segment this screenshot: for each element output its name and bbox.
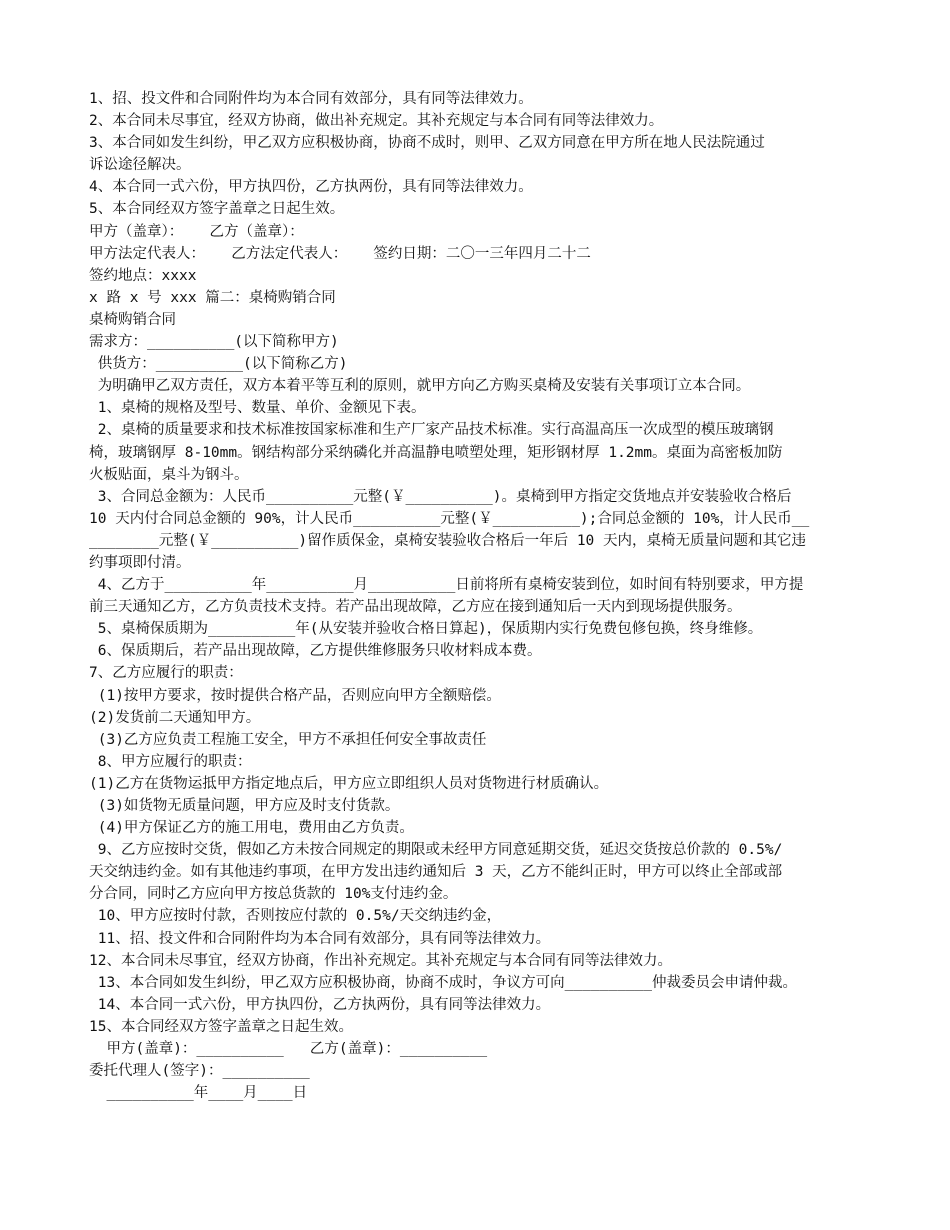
text-line: 甲方（盖章）： 乙方（盖章）： (89, 223, 304, 240)
text-line: 5、桌椅保质期为__________年(从安装并验收合格日算起)，保质期内实行免费包修包换，终身维修。 (89, 621, 763, 638)
text-line: (4)甲方保证乙方的施工用电，费用由乙方负责。 (89, 820, 414, 837)
text-line: 供货方：__________(以下简称乙方) (89, 356, 348, 373)
text-line: 甲方法定代表人： 乙方法定代表人： 签约日期：二〇一三年四月二十二 (89, 245, 591, 262)
text-line: 1、桌椅的规格及型号、数量、单价、金额见下表。 (89, 400, 426, 417)
text-line: (2)发货前二天通知甲方。 (89, 709, 261, 726)
text-line: 诉讼途径解决。 (89, 157, 191, 174)
text-line: __________年____月____日 (89, 1085, 308, 1102)
text-line: 9、乙方应按时交货，假如乙方未按合同规定的期限或未经甲方同意延期交货，延迟交货按总价款的 0.5%/ (89, 842, 783, 859)
text-line: 14、本合同一式六份，甲方执四份，乙方执两份，具有同等法律效力。 (89, 996, 551, 1013)
text-line: 4、乙方于__________年__________月__________日前将所有桌椅安装到位，如时间有特别要求，甲方提 (89, 577, 804, 594)
text-line: 7、乙方应履行的职责： (89, 665, 243, 682)
text-line: 桌椅购销合同 (89, 311, 176, 328)
text-line: 15、本合同经双方签字盖章之日起生效。 (89, 1018, 353, 1035)
text-line: 10 天内付合同总金额的 90%，计人民币__________元整(￥__________);合同总金额的 10%，计人民币__ (89, 510, 810, 527)
text-line: x 路 x 号 xxx 篇二：桌椅购销合同 (89, 289, 336, 306)
text-line: 5、本合同经双方签字盖章之日起生效。 (89, 201, 345, 218)
text-line: 11、招、投文件和合同附件均为本合同有效部分，具有同等法律效力。 (89, 930, 551, 947)
text-line: 2、本合同未尽事宜，经双方协商，做出补充规定。其补充规定与本合同有同等法律效力。 (89, 113, 664, 130)
text-line: 约事项即付清。 (89, 554, 191, 571)
text-line: (1)按甲方要求，按时提供合格产品，否则应向甲方全额赔偿。 (89, 687, 501, 704)
text-line: 4、本合同一式六份，甲方执四份，乙方执两份，具有同等法律效力。 (89, 179, 533, 196)
text-line: 2、桌椅的质量要求和技术标准按国家标准和生产厂家产品技术标准。实行高温高压一次成型的模压玻璃钢 (89, 422, 774, 439)
contract-document (89, 88, 879, 1104)
text-line: 椅，玻璃钢厚 8-10mm。钢结构部分采纳磷化并高温静电喷塑处理，矩形钢材厚 1.2mm。桌面为高密板加防 (89, 444, 783, 461)
text-line: 3、本合同如发生纠纷，甲乙双方应积极协商，协商不成时，则甲、乙双方同意在甲方所在地人民法院通过 (89, 135, 765, 152)
text-line: (3)如货物无质量问题，甲方应及时支付货款。 (89, 798, 400, 814)
text-line: 为明确甲乙双方责任，双方本着平等互利的原则，就甲方向乙方购买桌椅及安装有关事项订立本合同。 (89, 378, 751, 395)
text-line: 委托代理人(签字)：__________ (89, 1063, 310, 1080)
text-line: (3)乙方应负责工程施工安全，甲方不承担任何安全事故责任 (89, 731, 487, 748)
text-line: 天交纳违约金。如有其他违约事项，在甲方发出违约通知后 3 天，乙方不能纠正时，甲方可以终止全部或部 (89, 864, 783, 881)
text-line: 13、本合同如发生纠纷，甲乙双方应积极协商，协商不成时，争议方可向__________仲裁委员会申请仲裁。 (89, 974, 797, 991)
text-line: 前三天通知乙方，乙方负责技术支持。若产品出现故障，乙方应在接到通知后一天内到现场提供服务。 (89, 599, 742, 616)
text-line: ________元整(￥__________)留作质保金，桌椅安装验收合格后一年后 10 天内，桌椅无质量问题和其它违 (89, 532, 807, 549)
text-line: 需求方：__________(以下简称甲方) (89, 334, 339, 351)
text-line: (1)乙方在货物运抵甲方指定地点后，甲方应立即组织人员对货物进行材质确认。 (89, 775, 609, 792)
text-line: 8、甲方应履行的职责： (89, 753, 252, 770)
text-line: 分合同，同时乙方应向甲方按总货款的 10%支付违约金。 (89, 886, 458, 903)
text-line: 6、保质期后，若产品出现故障，乙方提供维修服务只收材料成本费。 (89, 643, 542, 660)
text-line: 10、甲方应按时付款，否则按应付款的 0.5%/天交纳违约金， (89, 908, 502, 925)
text-line: 12、本合同未尽事宜，经双方协商，作出补充规定。其补充规定与本合同有同等法律效力。 (89, 952, 672, 969)
text-line: 3、合同总金额为：人民币__________元整(￥__________)。桌椅到甲方指定交货地点并安装验收合格后 (89, 488, 792, 505)
text-line: 签约地点：xxxx (89, 267, 197, 284)
text-line: 火板贴面，桌斗为钢斗。 (89, 466, 249, 483)
text-line: 1、招、投文件和合同附件均为本合同有效部分，具有同等法律效力。 (89, 91, 533, 107)
text-line: 甲方(盖章)：__________ 乙方(盖章)：__________ (89, 1041, 488, 1058)
